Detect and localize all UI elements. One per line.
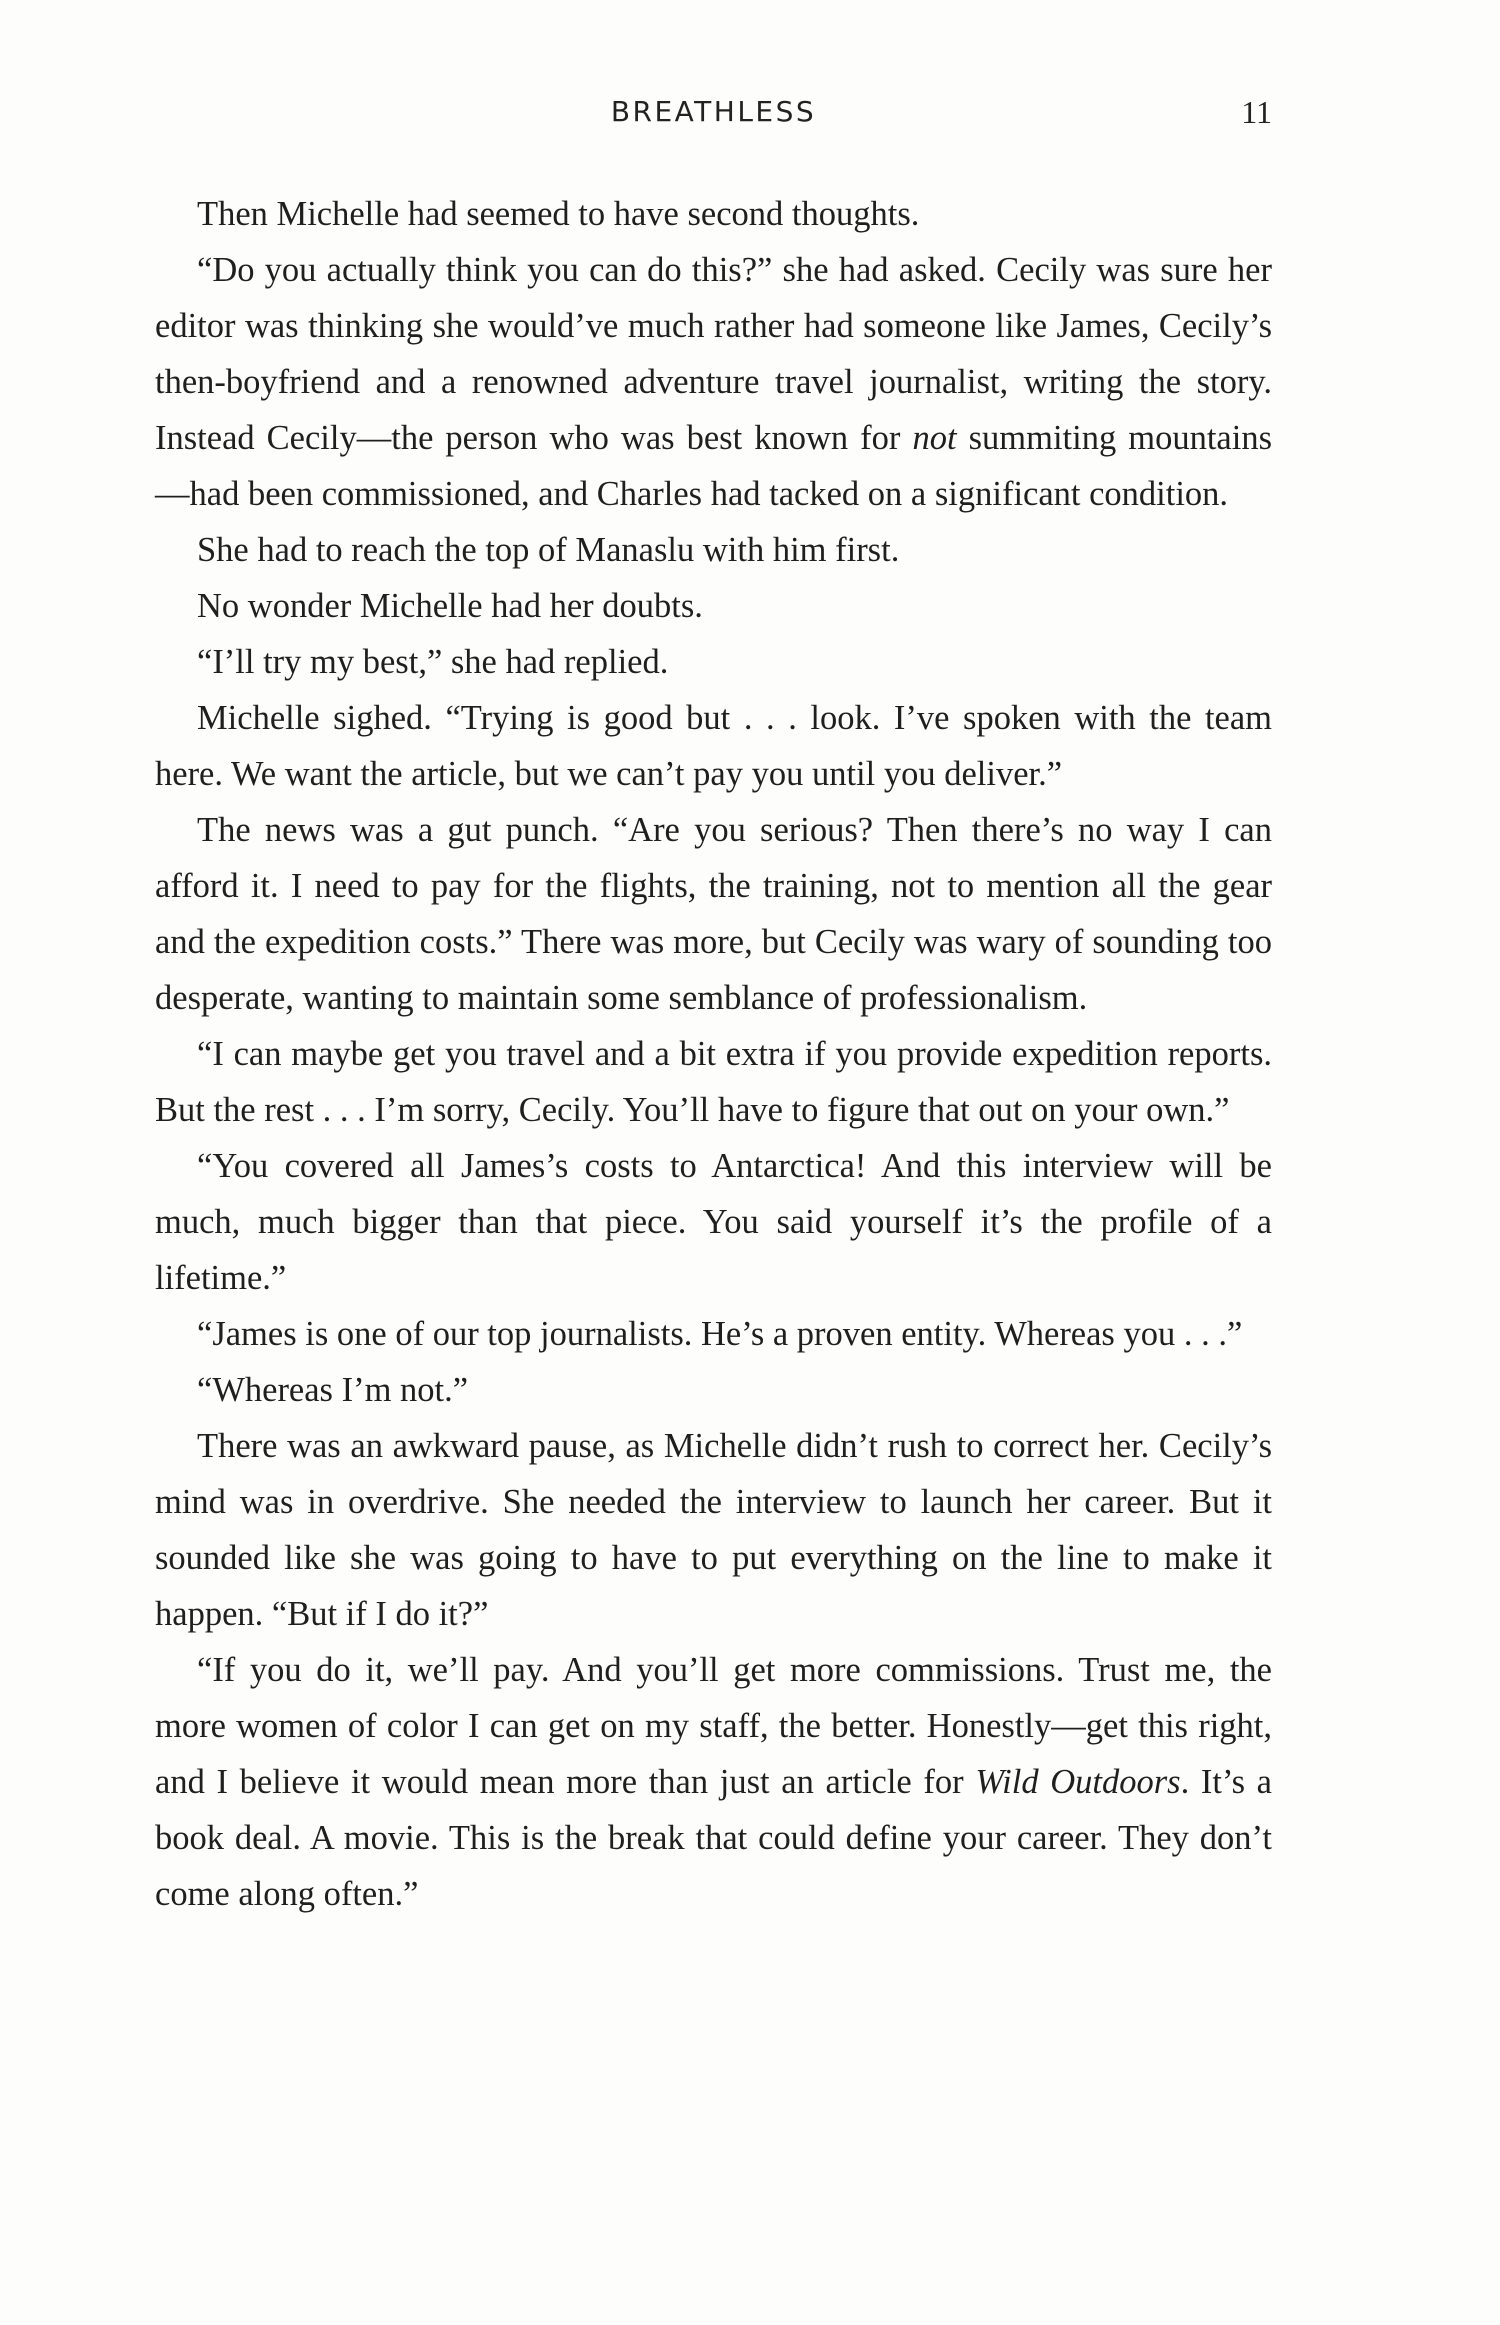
paragraph: She had to reach the top of Manaslu with him first. xyxy=(197,531,900,569)
paragraph-text: . It’s a book deal. A movie. This is the break that could define your career. They don’t come along often.” xyxy=(155,1763,1272,1913)
running-head xyxy=(155,90,1272,134)
paragraph: There was an awkward pause, as Michelle didn’t rush to correct her. Cecily’s mind was in overdrive. She needed the interview to launch her career. But it sounded like she was going to have to put everything on the line to make it happen. “But if I do it?” xyxy=(155,1427,1272,1633)
paragraph-text: “If you do it, we’ll pay. And you’ll get more commissions. Trust me, the more women of color I can get on my staff, the better. Honestly—get this right, and I believe it would mean more than just an article for xyxy=(155,1651,1272,1801)
paragraph: “James is one of our top journalists. He’s a proven entity. Whereas you . . .” xyxy=(197,1315,1243,1353)
paragraph: “You covered all James’s costs to Antarctica! And this interview will be much, much bigger than that piece. You said yourself it’s the profile of a lifetime.” xyxy=(155,1147,1272,1297)
emphasis-title: Wild Outdoors xyxy=(975,1763,1181,1801)
body-text xyxy=(155,186,1272,1922)
paragraph xyxy=(155,242,1272,522)
paragraph: “I can maybe get you travel and a bit extra if you provide expedition reports. But the rest . . . I’m sorry, Cecily. You’ll have to figure that out on your own.” xyxy=(155,1035,1272,1129)
paragraph-text: “Do you actually think you can do this?” she had asked. Cecily was sure her editor was thinking she would’ve much rather had someone like James, Cecily’s then-boyfriend and a renowned adventure travel journalist, writing the story. Instead Cecily—the person who was best known for xyxy=(155,251,1272,457)
paragraph-text: summiting mountains—had been commissioned, and Charles had tacked on a significant condition. xyxy=(155,419,1272,513)
paragraph: “I’ll try my best,” she had replied. xyxy=(197,643,669,681)
paragraph: No wonder Michelle had her doubts. xyxy=(197,587,703,625)
paragraph: “Whereas I’m not.” xyxy=(197,1371,469,1409)
paragraph xyxy=(155,1642,1272,1922)
running-title: BREATHLESS xyxy=(610,95,817,128)
paragraph: Then Michelle had seemed to have second thoughts. xyxy=(197,195,920,233)
paragraph: Michelle sighed. “Trying is good but . . . look. I’ve spoken with the team here. We want the article, but we can’t pay you until you deliver.” xyxy=(155,699,1272,793)
emphasis: not xyxy=(912,419,957,457)
page-number: 11 xyxy=(1241,94,1272,130)
paragraph: The news was a gut punch. “Are you serious? Then there’s no way I can afford it. I need to pay for the flights, the training, not to mention all the gear and the expedition costs.” There was more, but Cecily was wary of sounding too desperate, wanting to maintain some semblance of professionalism. xyxy=(155,811,1272,1017)
